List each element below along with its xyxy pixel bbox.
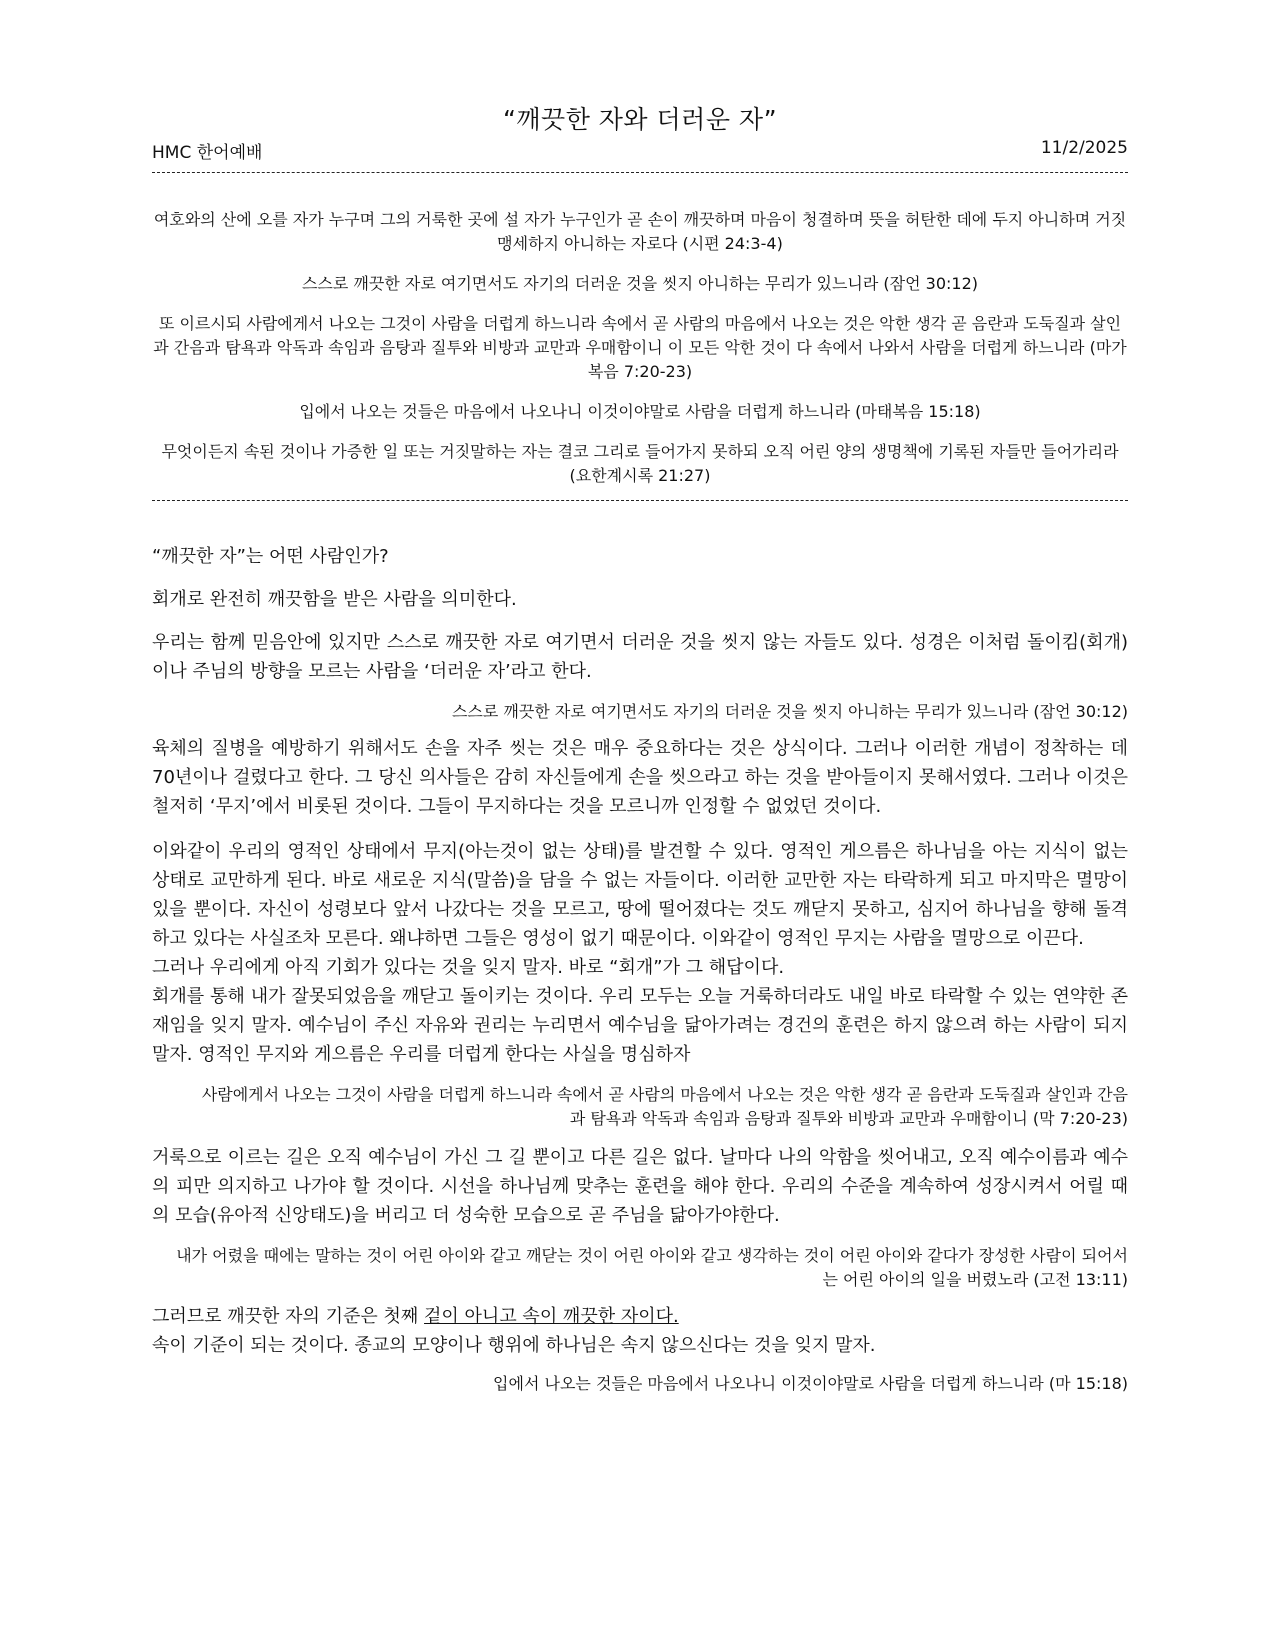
quote-matthew: 입에서 나오는 것들은 마음에서 나오나니 이것이야말로 사람을 더럽게 하느니라 (마 15:18) [493, 1374, 1128, 1393]
organization-label: HMC 한어예배 [152, 143, 263, 163]
top-divider [152, 172, 1128, 173]
quote-corinthians: 내가 어렸을 때에는 말하는 것이 어린 아이와 같고 깨닫는 것이 어린 아이와 같고 생각하는 것이 어린 아이와 같다가 장성한 사람이 되어서는 어린 아이의 일을 버렸노라 (고전 13:11) [176, 1246, 1128, 1289]
paragraph: 거룩으로 이르는 길은 오직 예수님이 가신 그 길 뿐이고 다른 길은 없다. 날마다 나의 악함을 씻어내고, 오직 예수이름과 예수의 피만 의지하고 나가야 할 것이다. 시선을 하나님께 맞추는 훈련을 해야 한다. 우리의 수준을 계속하여 성장시켜서 어릴 때의 모습(유아적 신앙태도)을 버리고 더 성숙한 모습으로 곧 주님을 닮아가야한다. [152, 1147, 1128, 1226]
verse-mark: 또 이르시되 사람에게서 나오는 그것이 사람을 더럽게 하느니라 속에서 곧 사람의 마음에서 나오는 것은 악한 생각 곧 음란과 도둑질과 살인과 간음과 탐욕과 악독과 속임과 음탕과 질투와 비방과 교만과 우매함이니 이 모든 악한 것이 다 속에서 나와서 사람을 더럽게 하느니라 (마가복음 7:20-23) [153, 314, 1127, 381]
bottom-divider [152, 500, 1128, 501]
paragraph: 우리는 함께 믿음안에 있지만 스스로 깨끗한 자로 여기면서 더러운 것을 씻지 않는 자들도 있다. 성경은 이처럼 돌이킴(회개)이나 주님의 방향을 모르는 사람을 ‘더러운 자’라고 한다. [152, 632, 1128, 682]
sermon-title: “깨끗한 자와 더러운 자” [502, 105, 778, 134]
date-label: 11/2/2025 [1040, 138, 1128, 158]
underlined-emphasis: 겉이 아니고 속이 깨끗한 자이다. [424, 1306, 679, 1327]
verse-matthew: 입에서 나오는 것들은 마음에서 나오나니 이것이야말로 사람을 더럽게 하느니라 (마태복음 15:18) [299, 402, 981, 421]
scripture-block [152, 208, 1128, 504]
verse-revelation: 무엇이든지 속된 것이나 가증한 일 또는 거짓말하는 자는 결코 그리로 들어가지 못하되 오직 어린 양의 생명책에 기록된 자들만 들어가리라 (요한계시록 21:27) [161, 442, 1119, 485]
paragraph: 속이 기준이 되는 것이다. 종교의 모양이나 행위에 하나님은 속지 않으신다는 것을 잊지 말자. [152, 1335, 876, 1356]
paragraph [152, 1302, 1128, 1331]
quote-mark: 사람에게서 나오는 그것이 사람을 더럽게 하느니라 속에서 곧 사람의 마음에서 나오는 것은 악한 생각 곧 음란과 도둑질과 살인과 간음과 탐욕과 악독과 속임과 음탕과 질투와 비방과 교만과 우매함이니 (막 7:20-23) [201, 1085, 1128, 1128]
paragraph: 그러나 우리에게 아직 기회가 있다는 것을 잊지 말자. 바로 “회개”가 그 해답이다. [152, 957, 785, 978]
quote-proverbs: 스스로 깨끗한 자로 여기면서도 자기의 더러운 것을 씻지 아니하는 무리가 있느니라 (잠언 30:12) [451, 702, 1128, 721]
paragraph: 이와같이 우리의 영적인 상태에서 무지(아는것이 없는 상태)를 발견할 수 있다. 영적인 게으름은 하나님을 아는 지식이 없는 상태로 교만하게 된다. 바로 새로운 지식(말씀)을 담을 수 없는 자들이다. 이러한 교만한 자는 타락하게 되고 마지막은 멸망이 있을 뿐이다. 자신이 성령보다 앞서 나갔다는 것을 모르고, 땅에 떨어졌다는 것도 깨닫지 못하고, 심지어 하나님을 향해 돌격하고 있다는 사실조차 모른다. 왜냐하면 그들은 영성이 없기 때문이다. 이와같이 영적인 무지는 사람을 멸망으로 이끈다. [152, 841, 1128, 949]
section-question: “깨끗한 자”는 어떤 사람인가? [152, 546, 389, 567]
paragraph: 회개로 완전히 깨끗함을 받은 사람을 의미한다. [152, 589, 517, 610]
verse-proverbs: 스스로 깨끗한 자로 여기면서도 자기의 더러운 것을 씻지 아니하는 무리가 있느니라 (잠언 30:12) [301, 274, 979, 293]
header-meta [152, 138, 1128, 163]
sermon-body [152, 542, 1128, 1396]
paragraph-lead: 그러므로 깨끗한 자의 기준은 첫째 [152, 1306, 425, 1327]
verse-psalm: 여호와의 산에 오를 자가 누구며 그의 거룩한 곳에 설 자가 누구인가 곧 손이 깨끗하며 마음이 청결하며 뜻을 허탄한 데에 두지 아니하며 거짓 맹세하지 아니하는 자로다 (시편 24:3-4) [153, 210, 1127, 253]
paragraph: 회개를 통해 내가 잘못되었음을 깨닫고 돌이키는 것이다. 우리 모두는 오늘 거룩하더라도 내일 바로 타락할 수 있는 연약한 존재임을 잊지 말자. 예수님이 주신 자유와 권리는 누리면서 예수님을 닮아가려는 경건의 훈련은 하지 않으려 하는 사람이 되지말자. 영적인 무지와 게으름은 우리를 더럽게 한다는 사실을 명심하자 [152, 986, 1128, 1065]
paragraph: 육체의 질병을 예방하기 위해서도 손을 자주 씻는 것은 매우 중요하다는 것은 상식이다. 그러나 이러한 개념이 정착하는 데 70년이나 걸렸다고 한다. 그 당신 의사들은 감히 자신들에게 손을 씻으라고 하는 것을 받아들이지 못해서였다. 그러나 이것은 철저히 ‘무지’에서 비롯된 것이다. 그들이 무지하다는 것을 모르니까 인정할 수 없었던 것이다. [152, 738, 1128, 817]
